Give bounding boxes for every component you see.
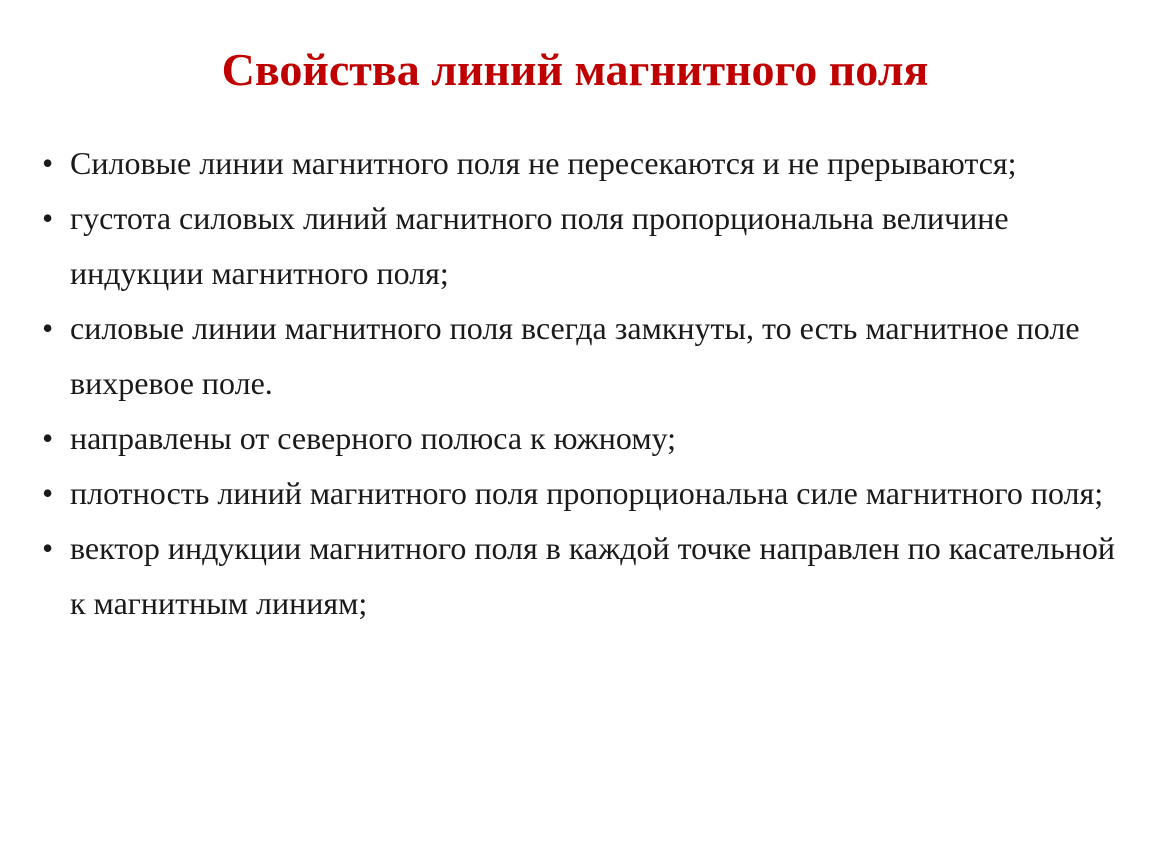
bullet-dot-icon: • <box>42 530 54 566</box>
bullet-dot-icon: • <box>42 420 54 456</box>
bullet-item <box>42 521 1132 631</box>
bullet-list <box>42 136 1132 631</box>
bullet-dot-icon: • <box>42 310 54 346</box>
bullet-dot-icon: • <box>42 475 54 511</box>
bullet-text: плотность линий магнитного поля пропорциональна силе магнитного поля; <box>70 475 1104 511</box>
bullet-text: вектор индукции магнитного поля в каждой точке направлен по касательной к магнитным линиям; <box>70 530 1115 621</box>
bullet-item <box>42 411 1132 466</box>
bullet-text: Силовые линии магнитного поля не пересекаются и не прерываются; <box>70 145 1017 181</box>
bullet-item <box>42 466 1132 521</box>
bullet-text: направлены от северного полюса к южному; <box>70 420 677 456</box>
bullet-item <box>42 191 1132 301</box>
bullet-dot-icon: • <box>42 200 54 236</box>
bullet-text: густота силовых линий магнитного поля пропорциональна величине индукции магнитного поля; <box>70 200 1009 291</box>
bullet-item <box>42 136 1132 191</box>
bullet-item <box>42 301 1132 411</box>
slide-title: Свойства линий магнитного поля <box>221 44 929 95</box>
bullet-dot-icon: • <box>42 145 54 181</box>
bullet-text: силовые линии магнитного поля всегда замкнуты, то есть магнитное поле вихревое поле. <box>70 310 1080 401</box>
